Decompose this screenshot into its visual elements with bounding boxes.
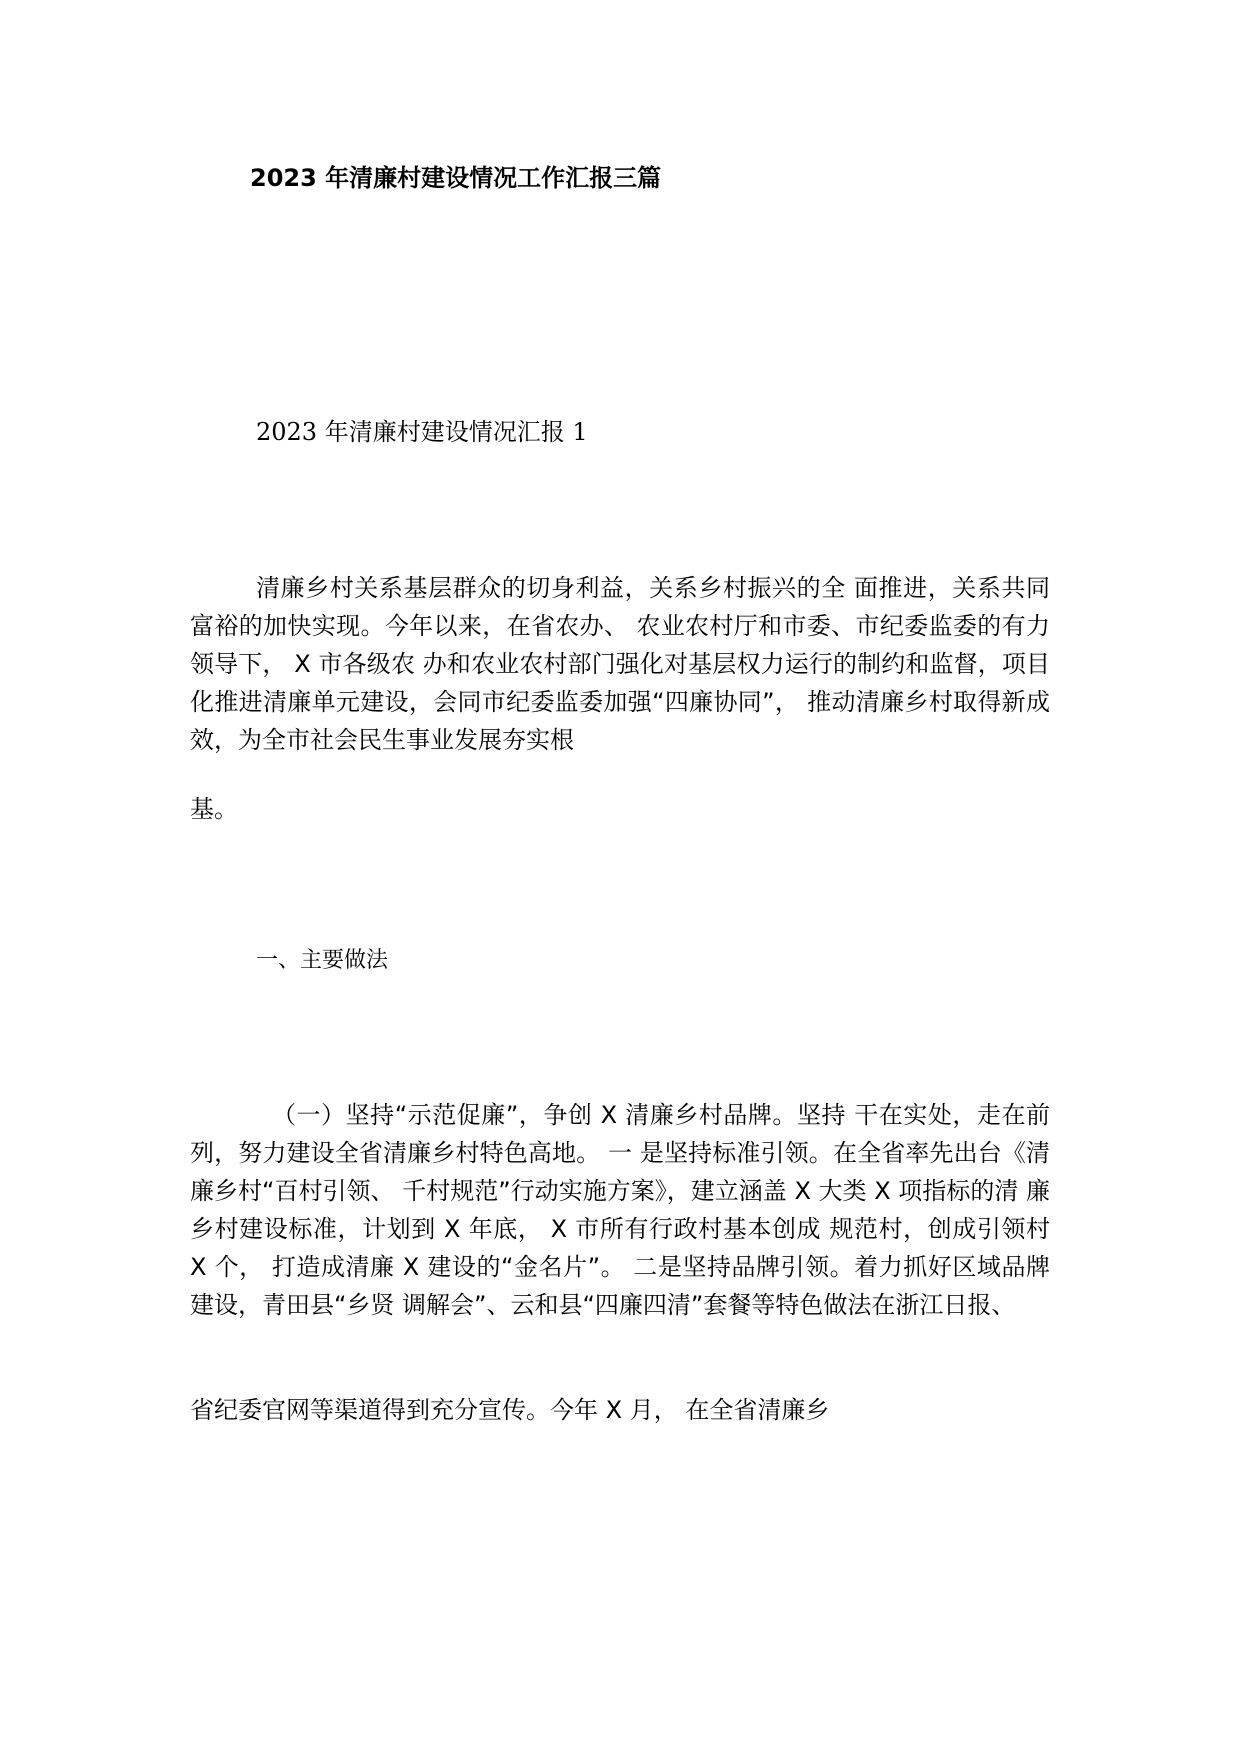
subheading-main-practices: 一、主要做法 bbox=[256, 948, 389, 973]
paragraph-intro-continuation: 基。 bbox=[190, 795, 238, 823]
paragraph-intro: 清廉乡村关系基层群众的切身利益，关系乡村振兴的全 面推进，关系共同富裕的加快实现。今年以来，在省农办、 农业农村厅和市委、市纪委监委的有力领导下， X 市各级农 办和农业农村部门强化对基层权力运行的制约和监督，项目 化推进清廉单元建设，会同市纪委监委加强“四廉协同”， 推动清廉乡村取得新成效，为全市社会民生事业发展夯实根 bbox=[190, 574, 1050, 754]
paragraph-practice-1: （一）坚持“示范促廉”，争创 X 清廉乡村品牌。坚持 干在实处，走在前列，努力建设全省清廉乡村特色高地。 一 是坚持标准引领。在全省率先出台《清廉乡村“百村引领、 千村规范”行动实施方案》，建立涵盖 X 大类 X 项指标的清 廉乡村建设标准，计划到 X 年底， X 市所有行政村基本创成 规范村，创成引领村 X 个， 打造成清廉 X 建设的“金名片”。 二是坚持品牌引领。着力抓好区域品牌建设，青田县“乡贤 调解会”、云和县“四廉四清”套餐等特色做法在浙江日报、 bbox=[190, 1101, 1050, 1319]
section-heading: 2023 年清廉村建设情况汇报 1 bbox=[256, 418, 588, 446]
paragraph-practice-1-continuation: 省纪委官网等渠道得到充分宣传。今年 X 月， 在全省清廉乡 bbox=[190, 1396, 830, 1424]
document-title: 2023 年清廉村建设情况工作汇报三篇 bbox=[250, 164, 662, 192]
